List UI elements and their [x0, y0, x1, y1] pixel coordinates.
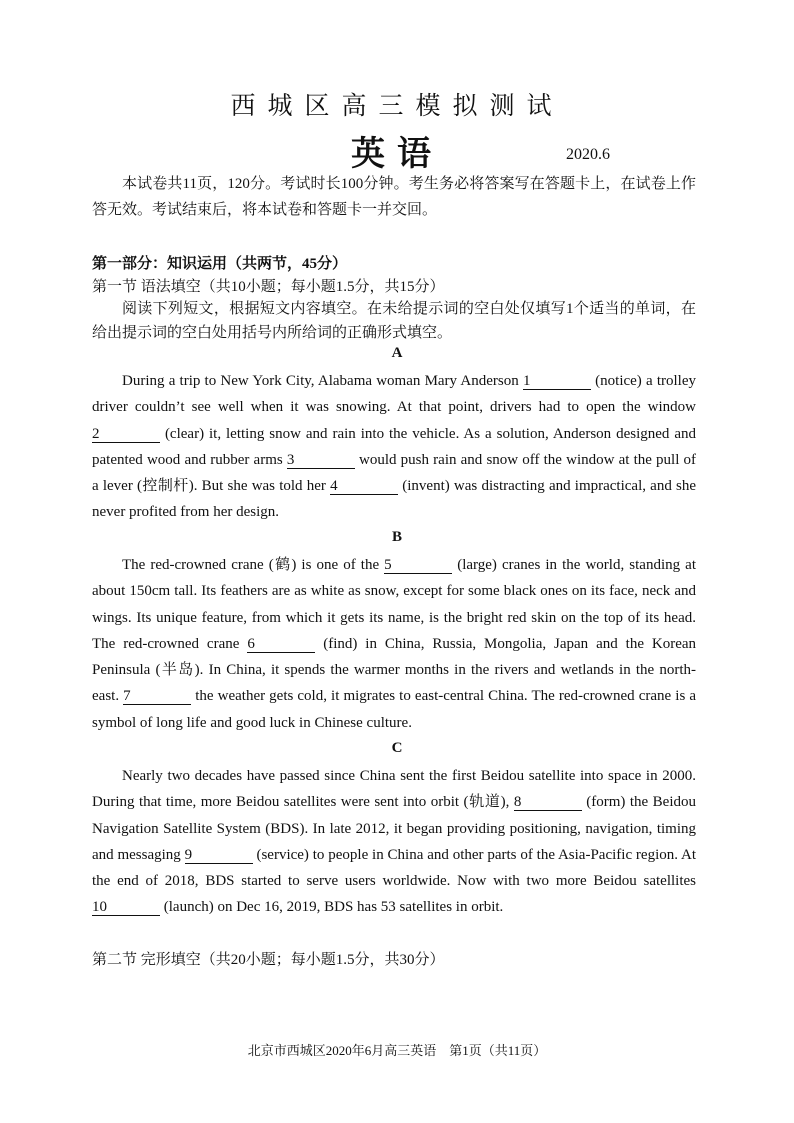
blank-2: 2 [92, 426, 160, 443]
part1-heading: 第一部分：知识运用（共两节，45分） [92, 256, 348, 272]
exam-title: 西城区高三模拟测试 [230, 91, 564, 120]
blank-10: 10 [92, 899, 160, 916]
passage-c: Nearly two decades have passed since China sent the first Beidou satellite into space in 2000. During that time, more Beidou satellites were sent into orbit (轨道), 8 (form) the Beidou Navigation Satellite System (BDS). In late 2012, it began providing positioning, navigation, timing and messaging 9 (service) to people in China and other parts of the Asia-Pacific region. At the end of 2018, BDS started to serve users worldwide. Now with two more Beidou satellites 10 (launch) on Dec 16, 2019, BDS has 53 satellites in orbit. [92, 768, 696, 916]
blank-1: 1 [523, 373, 591, 390]
blank-9: 9 [185, 847, 253, 864]
passage-a-label: A [391, 345, 403, 361]
page-footer: 北京市西城区2020年6月高三英语 第1页（共11页） [247, 1043, 547, 1058]
section2-heading: 第二节 完形填空（共20小题；每小题1.5分，共30分） [92, 952, 445, 968]
section1-heading: 第一节 语法填空（共10小题；每小题1.5分，共15分） [92, 279, 445, 295]
blank-6: 6 [247, 636, 315, 653]
passage-b: The red-crowned crane (鹤) is one of the 5 (large) cranes in the world, standing at about 150cm tall. Its feathers are as white as snow, except for some black ones on its face, neck and wings. Its unique feature, from which it gets its name, is the bright red skin on the top of its head. The red-crowned crane 6 (find) in China, Russia, Mongolia, Japan and the Korean Peninsula (半岛). In China, it spends the warmer months in the rivers and wetlands in the north-east. 7 the weather gets cold, it migrates to east-central China. The red-crowned crane is a symbol of long life and good luck in Chinese culture. [92, 557, 697, 731]
passage-c-label: C [391, 740, 403, 756]
blank-7: 7 [123, 688, 191, 705]
exam-instructions: 本试卷共11页，120分。考试时长100分钟。考生务必将答案写在答题卡上，在试卷上作答无效。考试结束后，将本试卷和答题卡一并交回。 [92, 176, 696, 218]
subject-title: 英语 [351, 134, 443, 174]
blank-8: 8 [514, 794, 582, 811]
blank-3: 3 [287, 452, 355, 469]
passage-a: During a trip to New York City, Alabama woman Mary Anderson 1 (notice) a trolley driver couldn’t see well when it was snowing. At that point, drivers had to open the window 2 (clear) it, letting snow and rain into the vehicle. As a solution, Anderson designed and patented wood and rubber arms 3 would push rain and snow off the window at the pull of a lever (控制杆). But she was told her 4 (invent) was distracting and impractical, and she never profited from her design. [92, 373, 697, 521]
passage-b-label: B [391, 529, 402, 545]
blank-5: 5 [384, 557, 452, 574]
exam-date: 2020.6 [566, 146, 610, 163]
blank-4: 4 [330, 478, 398, 495]
section1-instructions: 阅读下列短文，根据短文内容填空。在未给提示词的空白处仅填写1个适当的单词，在给出提示词的空白处用括号内所给词的正确形式填空。 [92, 301, 696, 341]
